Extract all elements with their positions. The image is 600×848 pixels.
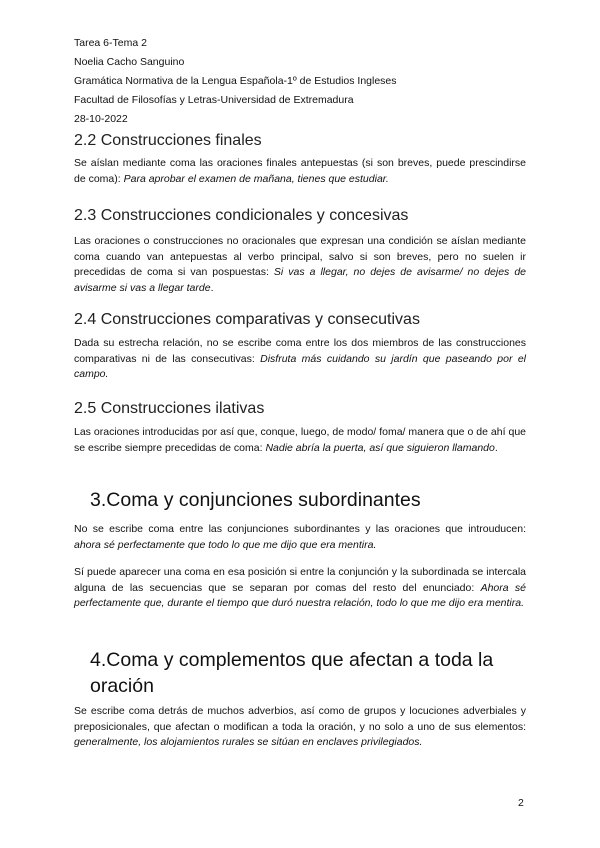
header-course: Gramática Normativa de la Lengua Española-1º de Estudios Ingleses: [74, 75, 397, 87]
heading-4: [90, 647, 530, 699]
paragraph-text: Se escribe coma detrás de muchos adverbios, así como de grupos y locuciones adverbiales y preposicionales, que afectan o modifican a toda la oración, y no solo a uno de sus elementos:: [74, 705, 526, 733]
paragraph-text: Sí puede aparecer una coma en esa posición si entre la conjunción y la subordinada se intercala alguna de las secuencias que se separan por comas del resto del enunciado:: [74, 566, 526, 594]
paragraph-3-2: [74, 565, 526, 612]
paragraph-end: .: [210, 281, 214, 294]
paragraph-end: .: [494, 441, 498, 454]
example-text: Para aprobar el examen de mañana, tienes que estudiar.: [123, 172, 389, 185]
heading-2-2: 2.2 Construcciones finales: [74, 132, 262, 149]
example-text: ahora sé perfectamente que todo lo que me dijo que era mentira.: [74, 538, 377, 551]
paragraph-text: Dada su estrecha relación, no se escribe coma entre los dos miembros de las construcciones comparativas ni de las consecutivas:: [74, 337, 526, 365]
example-text: Nadie abría la puerta, así que siguieron llamando: [265, 441, 495, 454]
paragraph-2-4: [74, 336, 526, 383]
heading-3: [90, 487, 421, 513]
heading-2-5: 2.5 Construcciones ilativas: [74, 400, 265, 417]
heading-number: 4.: [90, 649, 107, 671]
example-text: Si vas a llegar, no dejes de avisarme/ no dejes de avisarme si vas a llegar tarde: [74, 266, 526, 294]
paragraph-2-2: [74, 156, 526, 187]
heading-text: Coma y conjunciones subordinantes: [106, 489, 421, 511]
paragraph-4: [74, 704, 526, 751]
paragraph-3-1: [74, 522, 526, 553]
heading-text: Coma y complementos que afectan a toda la oración: [90, 649, 494, 697]
paragraph-text: No se escribe coma entre las conjunciones subordinantes y las oraciones que introuducen:: [74, 523, 526, 535]
heading-2-4: 2.4 Construcciones comparativas y consecutivas: [74, 311, 420, 328]
example-text: Disfruta más cuidando su jardín que paseando por el campo.: [74, 352, 526, 380]
paragraph-text: Las oraciones o construcciones no oracionales que expresan una condición se aíslan mediante coma cuando van antepuestas al verbo principal, salvo si son breves, pero no suelen ir precedidas de coma si van pospuestas:: [74, 235, 526, 278]
header-faculty: Facultad de Filosofías y Letras-Universidad de Extremadura: [74, 94, 354, 106]
heading-number: 3.: [90, 489, 107, 511]
heading-2-3: 2.3 Construcciones condicionales y concesivas: [74, 207, 409, 224]
paragraph-text: Las oraciones introducidas por así que, conque, luego, de modo/ foma/ manera que o de ahí que se escribe siempre precedidas de coma:: [74, 426, 526, 454]
header-task: Tarea 6-Tema 2: [74, 37, 147, 49]
header-date: 28-10-2022: [74, 113, 128, 125]
page-number: 2: [518, 797, 524, 809]
header-author: Noelia Cacho Sanguino: [74, 56, 185, 68]
paragraph-text: Se aíslan mediante coma las oraciones finales antepuestas (si son breves, puede prescindirse de coma):: [74, 157, 526, 185]
example-text: Ahora sé perfectamente que, durante el tiempo que duró nuestra relación, todo lo que me dijo era mentira.: [74, 581, 526, 609]
paragraph-2-3: [74, 234, 526, 296]
example-text: generalmente, los alojamientos rurales se sitúan en enclaves privilegiados.: [74, 736, 423, 748]
paragraph-2-5: [74, 425, 526, 456]
